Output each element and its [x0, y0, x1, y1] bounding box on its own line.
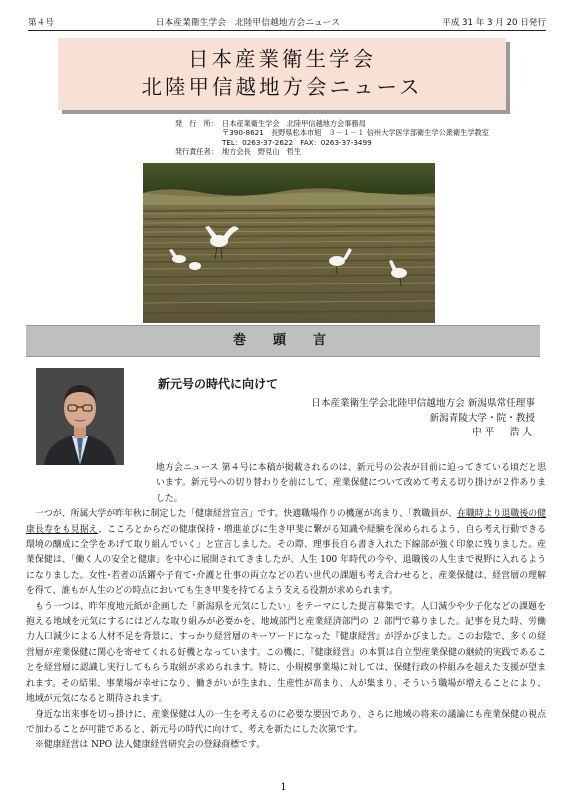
newsletter-name: 日本産業衛生学会 北陸甲信越地方会ニュース: [155, 18, 341, 28]
paragraph-1: 地方会ニュース 第４号に本稿が掲載されるのは、新元号の公表が目前に迫ってきている頃だと思います。新元号への切り替わりを前にして、産業保健について改めて考える切り掛けが２件ありました。: [156, 463, 546, 504]
egret-field-photo: [143, 163, 435, 323]
author-portrait: [36, 368, 124, 465]
publisher-name: 日本産業衛生学会 北陸甲信越地方会事務局: [222, 119, 366, 128]
issue-date: 平成 31 年 3 月 20 日発行: [442, 18, 546, 28]
author-name: 中平 浩人: [472, 427, 535, 438]
author-byline: [311, 397, 535, 441]
paragraph-3: もう一つは、昨年度地元紙が企画した「新潟県を元気にしたい」をテーマにした提言募集です。人口減少や少子化などの課題を抱える地域を元気にするにはどんな取り組みが必要かを、地域部門と産業経済部門の ２ 部門で募りました。記事を見た時、労働力人口減少による人材不足を背景に、すっかり経営層のキーワードになった『健康経営』が浮かびました。このお陰で、多くの経営層が産業保健に関心を寄せてくれる好機となっています。この機に、『健康経営』の本質は自立型産業保健の継続的実践であることを経営層に認識し実行してもらう取組が求められます。特に、小規模事業場に対しては、保健行政の枠組みを超えた支援が望まれます。その結果、事業場が幸せになり、働きがいが生まれ、生産性が高まり、人が集まり、そういう職場が増えることにより、地域が元気になると期待されます。: [26, 601, 546, 705]
responsible-name: 地方会長 野見山 哲生: [222, 146, 302, 156]
publication-info: [172, 119, 532, 156]
publisher-label: 発 行 所：: [174, 119, 218, 128]
trademark-note: ※健康経営は NPO 法人健康経営研究会の登録商標です。: [35, 740, 266, 751]
paragraph-4: 身近な出来事を切っ掛けに、産業保健は人の一生を考えるのに必要な要因であり、さらに地域の将来の議論にも産業保健の視点で加わることが可能であると、新元号の時代に向けて、考えを新たにした次第です。: [26, 709, 546, 735]
author-affiliation-2: 新潟青陵大学・院・教授: [429, 412, 535, 424]
author-affiliation-1: 日本産業衛生学会北陸甲信越地方会 新潟県常任理事: [311, 398, 535, 409]
title-line-2: 北陸甲信越地方会ニュース: [141, 75, 423, 99]
publisher-address: 〒390-8621 長野県松本市旭 ３－１－１ 信州大学医学部衛生学公衆衛生学教室: [222, 128, 489, 138]
underlined-phrase: 在職時より退職後の健康長寿をも見据え: [26, 509, 547, 535]
article-body: [26, 461, 546, 754]
publisher-tel-fax: TEL：0263-37-2622 FAX：0263-37-3499: [222, 137, 372, 147]
title-box: [58, 38, 506, 110]
page-number: 1: [280, 782, 287, 793]
title-line-1: 日本産業衛生学会: [188, 47, 376, 71]
page-header: [28, 6, 546, 31]
responsible-label: 発行責任者：: [174, 146, 218, 156]
paragraph-2: 一つが、所属大学が昨年秋に制定した「健康経営宣言」です。快適職場作りの機運が高まり、「教職員が、在職時より退職後の健康長寿をも見据え、こころとからだの健康保持・増進並びに生き甲斐に繋がる知識や経験を深められるよう、自ら考え行動できる環境の醸成に全学をあげて取り組んでいく」と宣言しました。その際、理事長自ら書き入れた下線部が強く印象に残りました。産業保健は、「働く人の安全と健康」を中心に展開されてきましたが、人生 100 年時代の今や、退職後の人生まで視野に入れるようになりました。女性･若者の活躍や子育て･介護と仕事の両立などの若い世代の課題も考え合わせると、産業保健は、経営層の理解を得て、誰もが人生のどの時点においても生き甲斐を持てるよう支える役割が求められます。: [26, 509, 547, 597]
section-heading: 巻 頭 言: [26, 325, 540, 357]
issue-number: 第４号: [28, 18, 54, 28]
article-title: 新元号の時代に向けて: [158, 377, 279, 391]
